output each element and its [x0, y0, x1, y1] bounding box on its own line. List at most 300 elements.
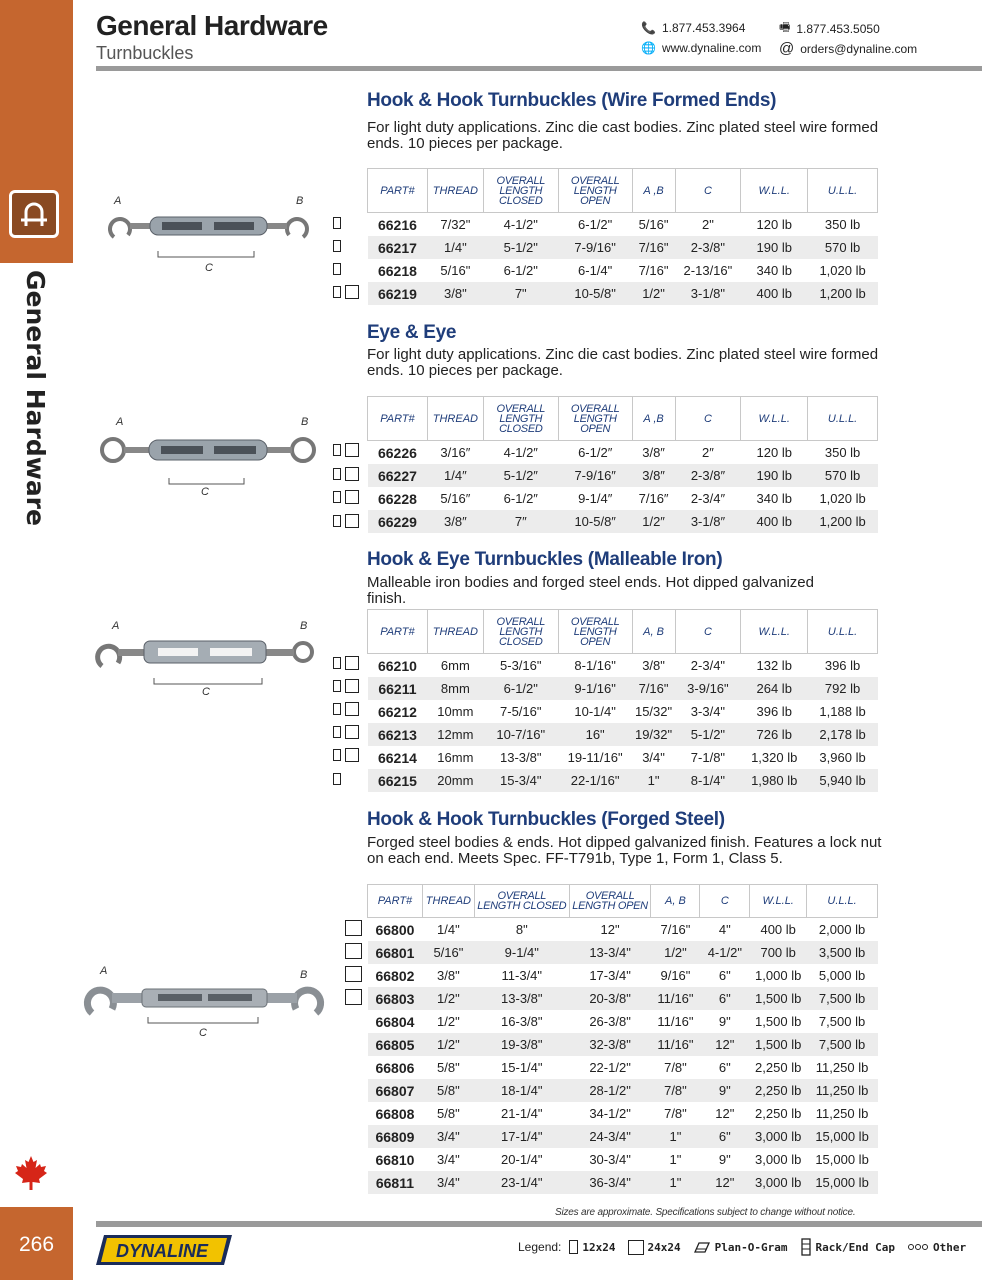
table-cell: 9-1/4″ — [578, 491, 613, 506]
table-cell: 5/16" — [422, 941, 474, 964]
section-description: Malleable iron bodies and forged steel ends. Hot dipped galvanized finish. — [367, 574, 814, 607]
table-cell: 700 lb — [750, 941, 807, 964]
section-description: For light duty applications. Zinc die cast bodies. Zinc plated steel wire formed ends. 10 pieces per package. — [367, 119, 879, 152]
table-cell: 11,250 lb — [815, 1106, 869, 1121]
part-number: 66804 — [375, 1013, 415, 1030]
table-cell: 6-1/2" — [578, 217, 613, 232]
table-row — [368, 1033, 878, 1056]
col-header: A ,B — [632, 397, 675, 441]
fax-contact — [779, 18, 880, 39]
header-rule — [96, 66, 982, 71]
table-row — [368, 677, 878, 700]
table-cell: 3/4" — [437, 1152, 460, 1167]
table-cell: 3-1/8" — [675, 282, 741, 305]
phone-number[interactable]: 1.877.453.3964 — [661, 21, 746, 35]
table-cell: 9" — [718, 1152, 731, 1167]
dimension-label-c: C — [205, 262, 213, 274]
col-header: W.L.L. — [741, 610, 808, 654]
eye-eye-turnbuckle-image — [96, 416, 321, 501]
spec-table — [367, 884, 878, 1194]
table-cell: 15,000 lb — [807, 1125, 878, 1148]
dimension-label-b: B — [300, 969, 308, 981]
table-cell: 1/2" — [651, 941, 700, 964]
table-cell: 5,000 lb — [818, 968, 866, 983]
table-cell: 15,000 lb — [815, 1152, 869, 1167]
table-cell: 3-3/4" — [690, 704, 726, 719]
table-cell: 570 lb — [808, 236, 878, 259]
table-cell: 792 lb — [808, 677, 878, 700]
table-cell: 2-3/4" — [690, 658, 726, 673]
table-cell: 10-7/16" — [483, 723, 558, 746]
table-cell: 8mm — [427, 677, 483, 700]
table-cell: 7/16" — [632, 236, 675, 259]
col-header: THREAD — [427, 397, 483, 441]
table-cell: 26-3/8" — [589, 1014, 631, 1029]
table-cell: 7-5/16" — [500, 704, 542, 719]
table-cell: 2-13/16" — [683, 263, 733, 278]
part-number: 66215 — [368, 769, 428, 792]
table-cell: 6" — [700, 987, 750, 1010]
legend-marker-24x24 — [345, 920, 362, 936]
table-cell: 12" — [700, 1171, 750, 1194]
table-cell: 10mm — [437, 704, 474, 719]
table-cell: 1,980 lb — [741, 769, 808, 792]
table-cell: 7-9/16″ — [558, 464, 632, 487]
page-title: General Hardware — [96, 10, 328, 41]
page-subtitle: Turnbuckles — [96, 43, 194, 63]
col-header: OVERALL LENGTH CLOSED — [474, 885, 569, 918]
table-cell: 3/4" — [642, 750, 665, 765]
table-cell: 1,020 lb — [819, 491, 866, 506]
part-number: 66214 — [377, 749, 417, 766]
legend-item: Other — [932, 1240, 967, 1254]
maple-leaf-icon — [14, 1155, 48, 1191]
table-row — [368, 510, 878, 533]
table-cell: 3/4" — [422, 1171, 474, 1194]
table-cell: 7,500 lb — [807, 987, 878, 1010]
table-cell: 7/16" — [632, 677, 675, 700]
table-cell: 7,500 lb — [818, 1014, 866, 1029]
table-cell: 5-1/2" — [675, 723, 741, 746]
part-number: 66226 — [377, 444, 417, 461]
table-cell: 350 lb — [824, 217, 861, 232]
turnbuckle-category-icon — [9, 190, 59, 238]
part-number: 66806 — [375, 1059, 415, 1076]
table-cell: 6" — [718, 1060, 731, 1075]
table-cell: 2-3/8" — [675, 236, 741, 259]
table-row — [368, 464, 878, 487]
col-header: OVERALL LENGTH OPEN — [558, 397, 632, 441]
table-cell: 5/8" — [437, 1106, 460, 1121]
legend-item: Rack/End Cap — [815, 1240, 895, 1254]
legend-markers — [333, 285, 359, 299]
fax-icon: 🖷 — [779, 20, 791, 34]
table-cell: 726 lb — [741, 723, 808, 746]
table-cell: 10-1/4" — [574, 704, 616, 719]
rack-end-cap-icon — [800, 1238, 812, 1256]
col-header: OVERALL LENGTH CLOSED — [483, 169, 558, 213]
table-row — [368, 964, 878, 987]
table-cell: 340 lb — [756, 491, 792, 506]
table-cell: 1/4" — [437, 922, 460, 937]
table-cell: 22-1/2" — [589, 1060, 631, 1075]
col-header: OVERALL LENGTH OPEN — [569, 885, 651, 918]
table-cell: 5/16″ — [440, 491, 471, 506]
table-cell: 7/16" — [638, 263, 669, 278]
table-cell: 5/16" — [638, 217, 669, 232]
col-header: OVERALL LENGTH CLOSED — [483, 397, 558, 441]
forged-hook-hook-turnbuckle-image — [82, 965, 327, 1045]
table-cell: 36-3/4" — [569, 1171, 651, 1194]
col-header: OVERALL LENGTH OPEN — [558, 169, 632, 213]
table-cell: 6-1/2" — [503, 263, 538, 278]
table-row — [368, 1010, 878, 1033]
col-header: THREAD — [422, 885, 474, 918]
table-cell: 13-3/8" — [474, 987, 569, 1010]
legend-marker-12x24 — [333, 240, 341, 252]
table-cell: 1/2" — [422, 987, 474, 1010]
part-number: 66805 — [368, 1033, 423, 1056]
section-title: Hook & Eye Turnbuckles (Malleable Iron) — [367, 549, 723, 570]
table-cell: 5-1/2″ — [483, 464, 558, 487]
table-cell: 3/16″ — [440, 445, 471, 460]
table-cell: 9-1/4" — [474, 941, 569, 964]
part-number: 66228 — [377, 490, 417, 507]
table-cell: 120 lb — [756, 217, 792, 232]
table-cell: 340 lb — [756, 263, 792, 278]
table-row — [368, 941, 878, 964]
table-cell: 7/8" — [651, 1079, 700, 1102]
table-cell: 190 lb — [741, 464, 808, 487]
legend — [518, 1238, 966, 1256]
legend-markers — [333, 443, 359, 457]
table-cell: 396 lb — [756, 704, 792, 719]
legend-12x24-icon — [569, 1240, 578, 1254]
table-cell: 2,250 lb — [755, 1060, 802, 1075]
col-header: OVERALL LENGTH CLOSED — [483, 610, 558, 654]
table-cell: 350 lb — [824, 445, 861, 460]
legend-markers — [333, 467, 359, 481]
table-cell: 19-3/8" — [474, 1033, 569, 1056]
table-cell: 4-1/2″ — [503, 445, 538, 460]
table-cell: 21-1/4" — [501, 1106, 543, 1121]
table-cell: 5,940 lb — [808, 769, 878, 792]
table-cell: 396 lb — [824, 658, 861, 673]
col-header: U.L.L. — [808, 397, 878, 441]
table-cell: 2″ — [702, 445, 714, 460]
col-header: C — [700, 885, 750, 918]
legend-markers — [333, 702, 359, 716]
table-cell: 3/8" — [437, 968, 460, 983]
table-cell: 16mm — [437, 750, 474, 765]
table-cell: 7/8" — [664, 1060, 687, 1075]
table-cell: 1/2" — [437, 1014, 460, 1029]
part-number: 66229 — [368, 510, 428, 533]
table-cell: 1/4" — [427, 236, 483, 259]
spec-table — [367, 609, 878, 792]
col-header: THREAD — [427, 610, 483, 654]
table-row — [368, 1171, 878, 1194]
table-cell: 5/8" — [437, 1060, 460, 1075]
dimension-label-a: A — [112, 620, 120, 632]
table-cell: 22-1/16" — [558, 769, 632, 792]
page-number: 266 — [18, 1233, 55, 1256]
table-cell: 1/4″ — [427, 464, 483, 487]
part-number: 66211 — [368, 677, 428, 700]
legend-item: 12x24 — [582, 1240, 616, 1254]
phone-contact — [641, 21, 745, 35]
table-cell: 1,320 lb — [751, 750, 798, 765]
part-number: 66803 — [368, 987, 423, 1010]
table-cell: 10-5/8" — [558, 282, 632, 305]
col-header: U.L.L. — [808, 610, 878, 654]
legend-markers — [333, 490, 359, 504]
fax-number: 1.877.453.5050 — [796, 21, 880, 36]
table-cell: 10-5/8″ — [558, 510, 632, 533]
part-number: 66811 — [368, 1171, 423, 1194]
table-cell: 1,020 lb — [819, 263, 866, 278]
col-header: U.L.L. — [808, 169, 878, 213]
col-header: OVERALL LENGTH OPEN — [558, 610, 632, 654]
globe-icon: 🌐 — [641, 41, 656, 55]
spec-table — [367, 168, 878, 305]
part-number: 66808 — [375, 1105, 415, 1122]
part-number: 66802 — [375, 967, 415, 984]
table-cell: 1" — [651, 1171, 700, 1194]
dimension-label-a: A — [100, 965, 108, 977]
table-cell: 1" — [669, 1152, 682, 1167]
col-header: PART# — [368, 169, 428, 213]
table-cell: 1,500 lb — [750, 987, 807, 1010]
legend-markers — [333, 514, 359, 528]
table-row — [368, 987, 878, 1010]
table-cell: 1,200 lb — [808, 510, 878, 533]
table-cell: 3/8″ — [642, 445, 665, 460]
table-cell: 2,250 lb — [750, 1079, 807, 1102]
table-cell: 11,250 lb — [807, 1079, 878, 1102]
legend-markers — [333, 748, 359, 762]
dimension-label-b: B — [300, 620, 308, 632]
table-row — [368, 1102, 878, 1125]
table-cell: 5/8" — [422, 1079, 474, 1102]
table-cell: 12" — [700, 1033, 750, 1056]
table-cell: 3/8" — [642, 658, 665, 673]
dimension-label-c: C — [199, 1027, 207, 1039]
table-cell: 3,000 lb — [755, 1152, 802, 1167]
table-cell: 132 lb — [756, 658, 792, 673]
col-header: A ,B — [632, 169, 675, 213]
table-cell: 11/16" — [651, 987, 700, 1010]
table-cell: 120 lb — [756, 445, 792, 460]
table-cell: 6" — [718, 968, 731, 983]
planogram-icon — [693, 1240, 711, 1254]
table-cell: 6-1/2" — [483, 677, 558, 700]
part-number: 66800 — [375, 921, 415, 938]
table-cell: 8" — [515, 922, 528, 937]
table-cell: 7" — [483, 282, 558, 305]
table-cell: 23-1/4" — [474, 1171, 569, 1194]
legend-title: Legend: — [518, 1240, 562, 1254]
table-cell: 1/2″ — [632, 510, 675, 533]
col-header: PART# — [368, 397, 428, 441]
dimension-label-b: B — [296, 195, 304, 207]
table-cell: 7/8" — [664, 1106, 687, 1121]
col-header: C — [675, 397, 741, 441]
legend-marker-24x24 — [345, 943, 362, 959]
table-cell: 4-1/2" — [503, 217, 538, 232]
part-number: 66212 — [377, 703, 417, 720]
table-cell: 24-3/4" — [569, 1125, 651, 1148]
table-cell: 7″ — [483, 510, 558, 533]
table-cell: 5-3/16" — [500, 658, 542, 673]
col-header: W.L.L. — [741, 169, 808, 213]
table-cell: 570 lb — [808, 464, 878, 487]
table-cell: 1" — [651, 1125, 700, 1148]
table-cell: 32-3/8" — [569, 1033, 651, 1056]
table-cell: 3/8″ — [632, 464, 675, 487]
col-header: C — [675, 169, 741, 213]
table-cell: 2,000 lb — [818, 922, 866, 937]
legend-marker-12x24 — [333, 263, 341, 275]
table-cell: 28-1/2" — [569, 1079, 651, 1102]
table-row — [368, 700, 878, 723]
table-row — [368, 769, 878, 792]
table-cell: 9/16" — [660, 968, 691, 983]
table-cell: 5/16" — [440, 263, 471, 278]
col-header: A, B — [651, 885, 700, 918]
table-row — [368, 1079, 878, 1102]
table-row — [368, 487, 878, 510]
table-cell: 4" — [718, 922, 731, 937]
table-cell: 16" — [558, 723, 632, 746]
table-cell: 4-1/2" — [700, 941, 750, 964]
section-title: Eye & Eye — [367, 322, 457, 343]
table-row — [368, 282, 878, 305]
table-cell: 5-1/2" — [483, 236, 558, 259]
table-cell: 16-3/8" — [501, 1014, 543, 1029]
table-cell: 19/32" — [632, 723, 675, 746]
table-row — [368, 918, 878, 942]
table-cell: 2,178 lb — [808, 723, 878, 746]
section-description: Forged steel bodies & ends. Hot dipped galvanized finish. Features a lock nut on each end. Meets Spec. FF-T791b, Type 1, Form 1, Class 5. — [367, 834, 882, 867]
table-cell: 3-1/8″ — [675, 510, 741, 533]
legend-marker-24x24 — [345, 989, 362, 1005]
part-number: 66801 — [368, 941, 423, 964]
col-header: C — [675, 610, 741, 654]
table-row — [368, 1148, 878, 1171]
svg-text:DYNALINE: DYNALINE — [115, 1241, 209, 1261]
hook-eye-turnbuckle-image — [88, 620, 323, 700]
table-cell: 34-1/2" — [589, 1106, 631, 1121]
table-cell: 7-1/8" — [690, 750, 726, 765]
table-cell: 1,500 lb — [750, 1033, 807, 1056]
table-cell: 6-1/2″ — [578, 445, 613, 460]
sidebar-category-label: General Hardware — [21, 270, 50, 526]
table-cell: 11/16" — [657, 1014, 694, 1029]
hook-hook-wire-turnbuckle-image — [96, 195, 321, 280]
table-cell: 1,200 lb — [808, 282, 878, 305]
table-cell: 20mm — [427, 769, 483, 792]
table-cell: 12mm — [427, 723, 483, 746]
dimension-label-a: A — [116, 416, 124, 428]
table-cell: 12" — [715, 1106, 735, 1121]
sidebar — [0, 0, 73, 1280]
col-header: W.L.L. — [741, 397, 808, 441]
table-row — [368, 213, 878, 237]
legend-marker-12x24 — [333, 217, 341, 229]
col-header: PART# — [368, 885, 423, 918]
table-cell: 11/16" — [651, 1033, 700, 1056]
table-cell: 18-1/4" — [474, 1079, 569, 1102]
table-cell: 15,000 lb — [807, 1171, 878, 1194]
legend-marker-24x24 — [345, 966, 362, 982]
table-row — [368, 259, 878, 282]
table-cell: 400 lb — [741, 282, 808, 305]
table-cell: 15/32" — [634, 704, 673, 719]
table-cell: 6-1/4" — [578, 263, 613, 278]
table-cell: 1/2" — [632, 282, 675, 305]
table-cell: 2-3/8″ — [675, 464, 741, 487]
table-cell: 1,188 lb — [819, 704, 866, 719]
table-cell: 3/4" — [422, 1125, 474, 1148]
table-cell: 7/32" — [440, 217, 471, 232]
table-cell: 15-1/4" — [501, 1060, 543, 1075]
table-cell: 190 lb — [741, 236, 808, 259]
section-description: For light duty applications. Zinc die cast bodies. Zinc plated steel wire formed ends. 10 pieces per package. — [367, 346, 879, 379]
table-cell: 3,500 lb — [807, 941, 878, 964]
email-link[interactable]: orders@dynaline.com — [800, 41, 918, 56]
table-cell: 11-3/4" — [501, 968, 543, 983]
table-cell: 3/8" — [427, 282, 483, 305]
website-link[interactable]: www.dynaline.com — [661, 41, 762, 55]
legend-markers — [333, 679, 359, 693]
table-cell: 7,500 lb — [807, 1033, 878, 1056]
table-cell: 1/2" — [422, 1033, 474, 1056]
table-cell: 15-3/4" — [483, 769, 558, 792]
table-cell: 30-3/4" — [589, 1152, 631, 1167]
at-icon: @ — [779, 40, 795, 57]
table-cell: 9" — [718, 1014, 731, 1029]
part-number: 66807 — [368, 1079, 423, 1102]
col-header: W.L.L. — [750, 885, 807, 918]
legend-markers — [333, 656, 359, 670]
dimension-label-b: B — [301, 416, 309, 428]
part-number: 66809 — [368, 1125, 423, 1148]
table-cell: 20-3/8" — [569, 987, 651, 1010]
table-cell: 6" — [700, 1125, 750, 1148]
table-cell: 7/16" — [660, 922, 691, 937]
table-cell: 3-9/16" — [675, 677, 741, 700]
part-number: 66210 — [377, 657, 417, 674]
table-cell: 2" — [701, 217, 714, 232]
table-row — [368, 236, 878, 259]
table-cell: 20-1/4" — [501, 1152, 543, 1167]
legend-item: Plan-O-Gram — [714, 1240, 788, 1254]
email-contact — [779, 40, 917, 57]
part-number: 66217 — [368, 236, 428, 259]
table-cell: 13-3/8" — [500, 750, 542, 765]
col-header: A, B — [632, 610, 675, 654]
table-cell: 1" — [632, 769, 675, 792]
web-contact — [641, 41, 761, 55]
part-number: 66216 — [377, 216, 417, 233]
table-row — [368, 654, 878, 678]
table-cell: 8-1/4" — [675, 769, 741, 792]
table-cell: 11,250 lb — [815, 1060, 869, 1075]
table-cell: 2-3/4″ — [690, 491, 726, 506]
dimension-label-c: C — [202, 686, 210, 698]
section-title: Hook & Hook Turnbuckles (Forged Steel) — [367, 809, 725, 830]
